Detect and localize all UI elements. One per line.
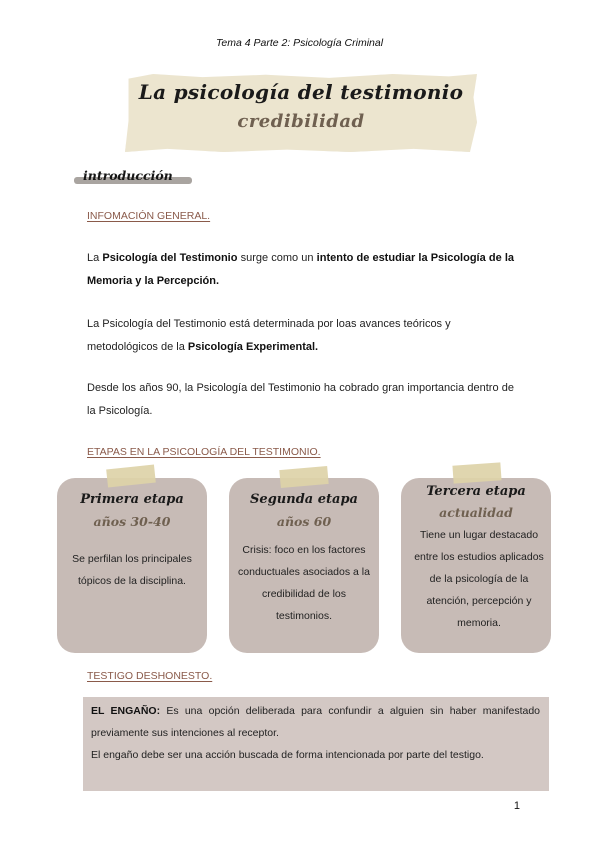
heading-stages: ETAPAS EN LA PSICOLOGÍA DEL TESTIMONIO. <box>87 446 321 458</box>
heading-dishonest-witness: TESTIGO DESHONESTO. <box>87 670 213 682</box>
stage-description: Se perfilan los principales tópicos de la disciplina. <box>72 553 192 587</box>
stage-period: años 30-40 <box>93 514 171 529</box>
stage-title: Tercera etapa <box>426 484 526 499</box>
heading-general-info: INFOMACIÓN GENERAL. <box>87 210 211 222</box>
text-segment: La Psicología del Testimonio está determinada por loas avances teóricos y metodológicos de la <box>87 318 451 353</box>
paragraph-intro-2 <box>87 313 514 359</box>
bold-term: Psicología Experimental. <box>187 341 319 353</box>
definition-text <box>91 700 540 766</box>
stage-period: actualidad <box>439 505 513 520</box>
definition-term: EL ENGAÑO: <box>91 705 161 717</box>
text-segment: surge como un <box>237 252 317 264</box>
text-segment: La <box>87 252 103 264</box>
bold-term: intento de estudiar la Psicología de la Memoria y la Percepción. <box>87 252 515 287</box>
page-subtitle: credibilidad <box>237 111 365 132</box>
paragraph-intro-1 <box>87 247 514 293</box>
stage-description: Tiene un lugar destacado entre los estudios aplicados de la psicología de la atención, percepción y memoria. <box>414 529 544 629</box>
definition-note: El engaño debe ser una acción buscada de forma intencionada por parte del testigo. <box>91 749 484 761</box>
stage-title: Primera etapa <box>80 492 184 507</box>
paragraph-intro-3: Desde los años 90, la Psicología del Testimonio ha cobrado gran importancia dentro de la Psicología. <box>87 382 514 417</box>
page-number: 1 <box>513 800 520 812</box>
page-title: La psicología del testimonio <box>138 80 464 104</box>
tape-decoration <box>452 462 501 483</box>
stage-description: Crisis: foco en los factores conductuales asociados a la credibilidad de los testimonios. <box>238 544 370 622</box>
section-title-intro: introducción <box>83 168 173 183</box>
document-header: Tema 4 Parte 2: Psicología Criminal <box>215 37 384 49</box>
definition-body: Es una opción deliberada para confundir a alguien sin haber manifestado previamente sus intenciones al receptor. <box>91 705 541 739</box>
bold-term: Psicología del Testimonio <box>102 252 238 264</box>
stage-period: años 60 <box>276 514 332 529</box>
stage-title: Segunda etapa <box>250 492 358 507</box>
